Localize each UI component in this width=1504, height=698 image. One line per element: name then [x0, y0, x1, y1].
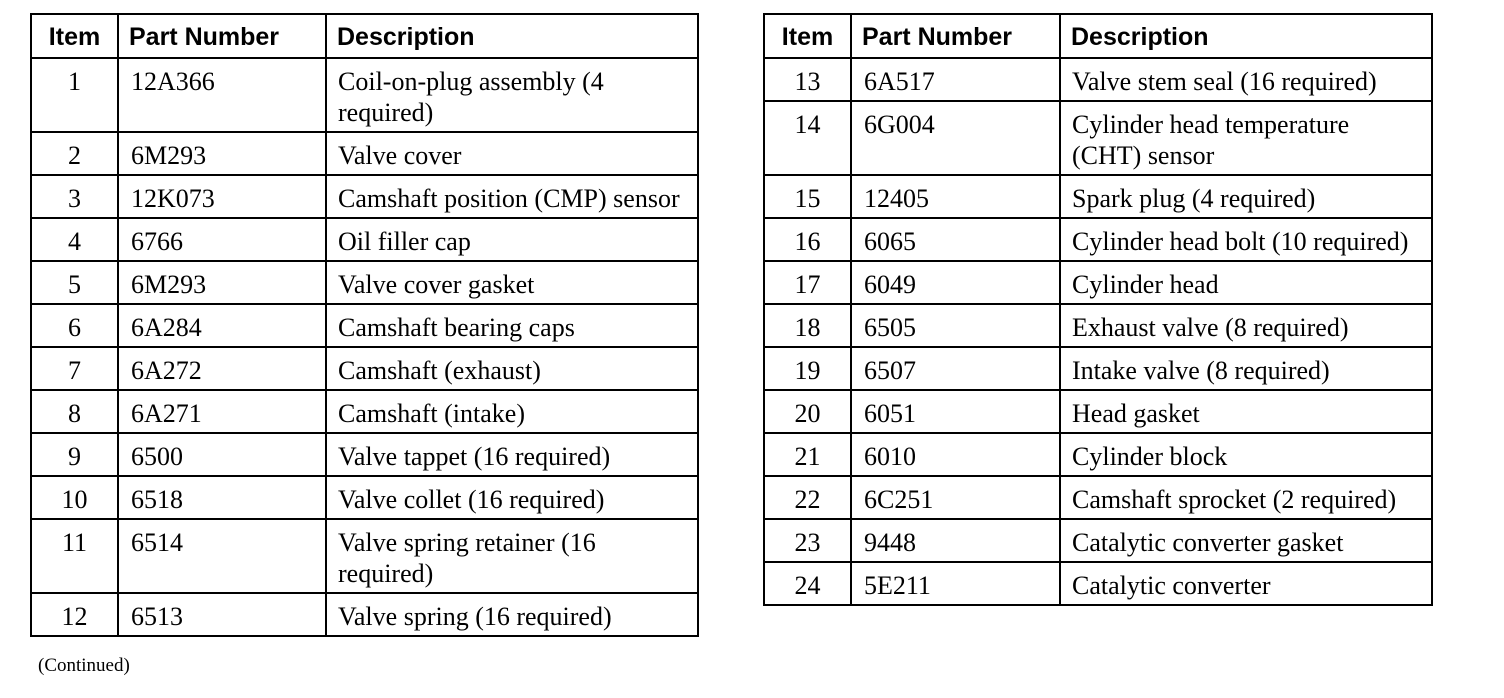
description-cell: Camshaft bearing caps — [326, 304, 698, 347]
rows-right — [764, 58, 1432, 605]
table-row — [31, 519, 698, 593]
part-number-cell: 12K073 — [118, 175, 326, 218]
table-row — [31, 433, 698, 476]
description-cell: Camshaft position (CMP) sensor — [326, 175, 698, 218]
table-row — [31, 261, 698, 304]
description-cell: Head gasket — [1060, 390, 1432, 433]
table-row — [31, 58, 698, 132]
header-description: Description — [1060, 14, 1432, 58]
description-cell: Cylinder head bolt (10 required) — [1060, 218, 1432, 261]
item-number-cell: 21 — [764, 433, 851, 476]
item-number-cell: 20 — [764, 390, 851, 433]
description-cell: Valve cover — [326, 132, 698, 175]
part-number-cell: 6A271 — [118, 390, 326, 433]
item-number-cell: 9 — [31, 433, 118, 476]
continued-note: (Continued) — [38, 655, 130, 676]
description-cell: Camshaft sprocket (2 required) — [1060, 476, 1432, 519]
description-cell: Oil filler cap — [326, 218, 698, 261]
part-number-cell: 12A366 — [118, 58, 326, 132]
description-cell: Coil-on-plug assembly (4 required) — [326, 58, 698, 132]
item-number-cell: 13 — [764, 58, 851, 101]
item-number-cell: 10 — [31, 476, 118, 519]
item-number-cell: 17 — [764, 261, 851, 304]
header-description: Description — [326, 14, 698, 58]
table-row — [764, 519, 1432, 562]
header-row — [764, 14, 1432, 58]
item-number-cell: 5 — [31, 261, 118, 304]
table-row — [31, 132, 698, 175]
part-number-cell: 5E211 — [851, 562, 1060, 605]
item-number-cell: 1 — [31, 58, 118, 132]
item-number-cell: 4 — [31, 218, 118, 261]
item-number-cell: 2 — [31, 132, 118, 175]
part-number-cell: 6065 — [851, 218, 1060, 261]
item-number-cell: 22 — [764, 476, 851, 519]
part-number-cell: 6766 — [118, 218, 326, 261]
description-cell: Catalytic converter — [1060, 562, 1432, 605]
description-cell: Exhaust valve (8 required) — [1060, 304, 1432, 347]
rows-left — [31, 58, 698, 636]
part-number-cell: 6C251 — [851, 476, 1060, 519]
table-row — [764, 218, 1432, 261]
table-row — [31, 593, 698, 636]
item-number-cell: 15 — [764, 175, 851, 218]
part-number-cell: 6A284 — [118, 304, 326, 347]
description-cell: Valve spring (16 required) — [326, 593, 698, 636]
table-row — [31, 175, 698, 218]
item-number-cell: 3 — [31, 175, 118, 218]
header-part-number: Part Number — [851, 14, 1060, 58]
table-row — [764, 58, 1432, 101]
description-cell: Catalytic converter gasket — [1060, 519, 1432, 562]
table-row — [31, 347, 698, 390]
description-cell: Valve stem seal (16 required) — [1060, 58, 1432, 101]
description-cell: Camshaft (exhaust) — [326, 347, 698, 390]
part-number-cell: 6051 — [851, 390, 1060, 433]
description-cell: Spark plug (4 required) — [1060, 175, 1432, 218]
description-cell: Valve collet (16 required) — [326, 476, 698, 519]
part-number-cell: 6513 — [118, 593, 326, 636]
item-number-cell: 23 — [764, 519, 851, 562]
table-row — [31, 476, 698, 519]
description-cell: Intake valve (8 required) — [1060, 347, 1432, 390]
part-number-cell: 12405 — [851, 175, 1060, 218]
description-cell: Cylinder block — [1060, 433, 1432, 476]
part-number-cell: 6518 — [118, 476, 326, 519]
item-number-cell: 18 — [764, 304, 851, 347]
description-cell: Valve cover gasket — [326, 261, 698, 304]
table-row — [31, 218, 698, 261]
item-number-cell: 7 — [31, 347, 118, 390]
description-cell: Camshaft (intake) — [326, 390, 698, 433]
item-number-cell: 19 — [764, 347, 851, 390]
table-row — [764, 304, 1432, 347]
table-row — [764, 562, 1432, 605]
header-row — [31, 14, 698, 58]
item-number-cell: 24 — [764, 562, 851, 605]
part-number-cell: 6A517 — [851, 58, 1060, 101]
part-number-cell: 6A272 — [118, 347, 326, 390]
description-cell: Valve spring retainer (16 required) — [326, 519, 698, 593]
table-row — [764, 101, 1432, 175]
header-item: Item — [764, 14, 851, 58]
part-number-cell: 6500 — [118, 433, 326, 476]
parts-table-right — [763, 13, 1433, 606]
item-number-cell: 6 — [31, 304, 118, 347]
header-item: Item — [31, 14, 118, 58]
table-row — [764, 433, 1432, 476]
table-row — [31, 390, 698, 433]
table-row — [764, 261, 1432, 304]
part-number-cell: 6M293 — [118, 132, 326, 175]
table-row — [764, 175, 1432, 218]
table-row — [764, 390, 1432, 433]
header-part-number: Part Number — [118, 14, 326, 58]
description-cell: Valve tappet (16 required) — [326, 433, 698, 476]
item-number-cell: 12 — [31, 593, 118, 636]
part-number-cell: 9448 — [851, 519, 1060, 562]
table-row — [764, 476, 1432, 519]
item-number-cell: 16 — [764, 218, 851, 261]
part-number-cell: 6010 — [851, 433, 1060, 476]
table-row — [764, 347, 1432, 390]
description-cell: Cylinder head temperature (CHT) sensor — [1060, 101, 1432, 175]
part-number-cell: 6505 — [851, 304, 1060, 347]
part-number-cell: 6507 — [851, 347, 1060, 390]
item-number-cell: 14 — [764, 101, 851, 175]
description-cell: Cylinder head — [1060, 261, 1432, 304]
table-row — [31, 304, 698, 347]
part-number-cell: 6514 — [118, 519, 326, 593]
parts-table-left — [30, 13, 699, 637]
part-number-cell: 6M293 — [118, 261, 326, 304]
item-number-cell: 8 — [31, 390, 118, 433]
part-number-cell: 6G004 — [851, 101, 1060, 175]
item-number-cell: 11 — [31, 519, 118, 593]
part-number-cell: 6049 — [851, 261, 1060, 304]
